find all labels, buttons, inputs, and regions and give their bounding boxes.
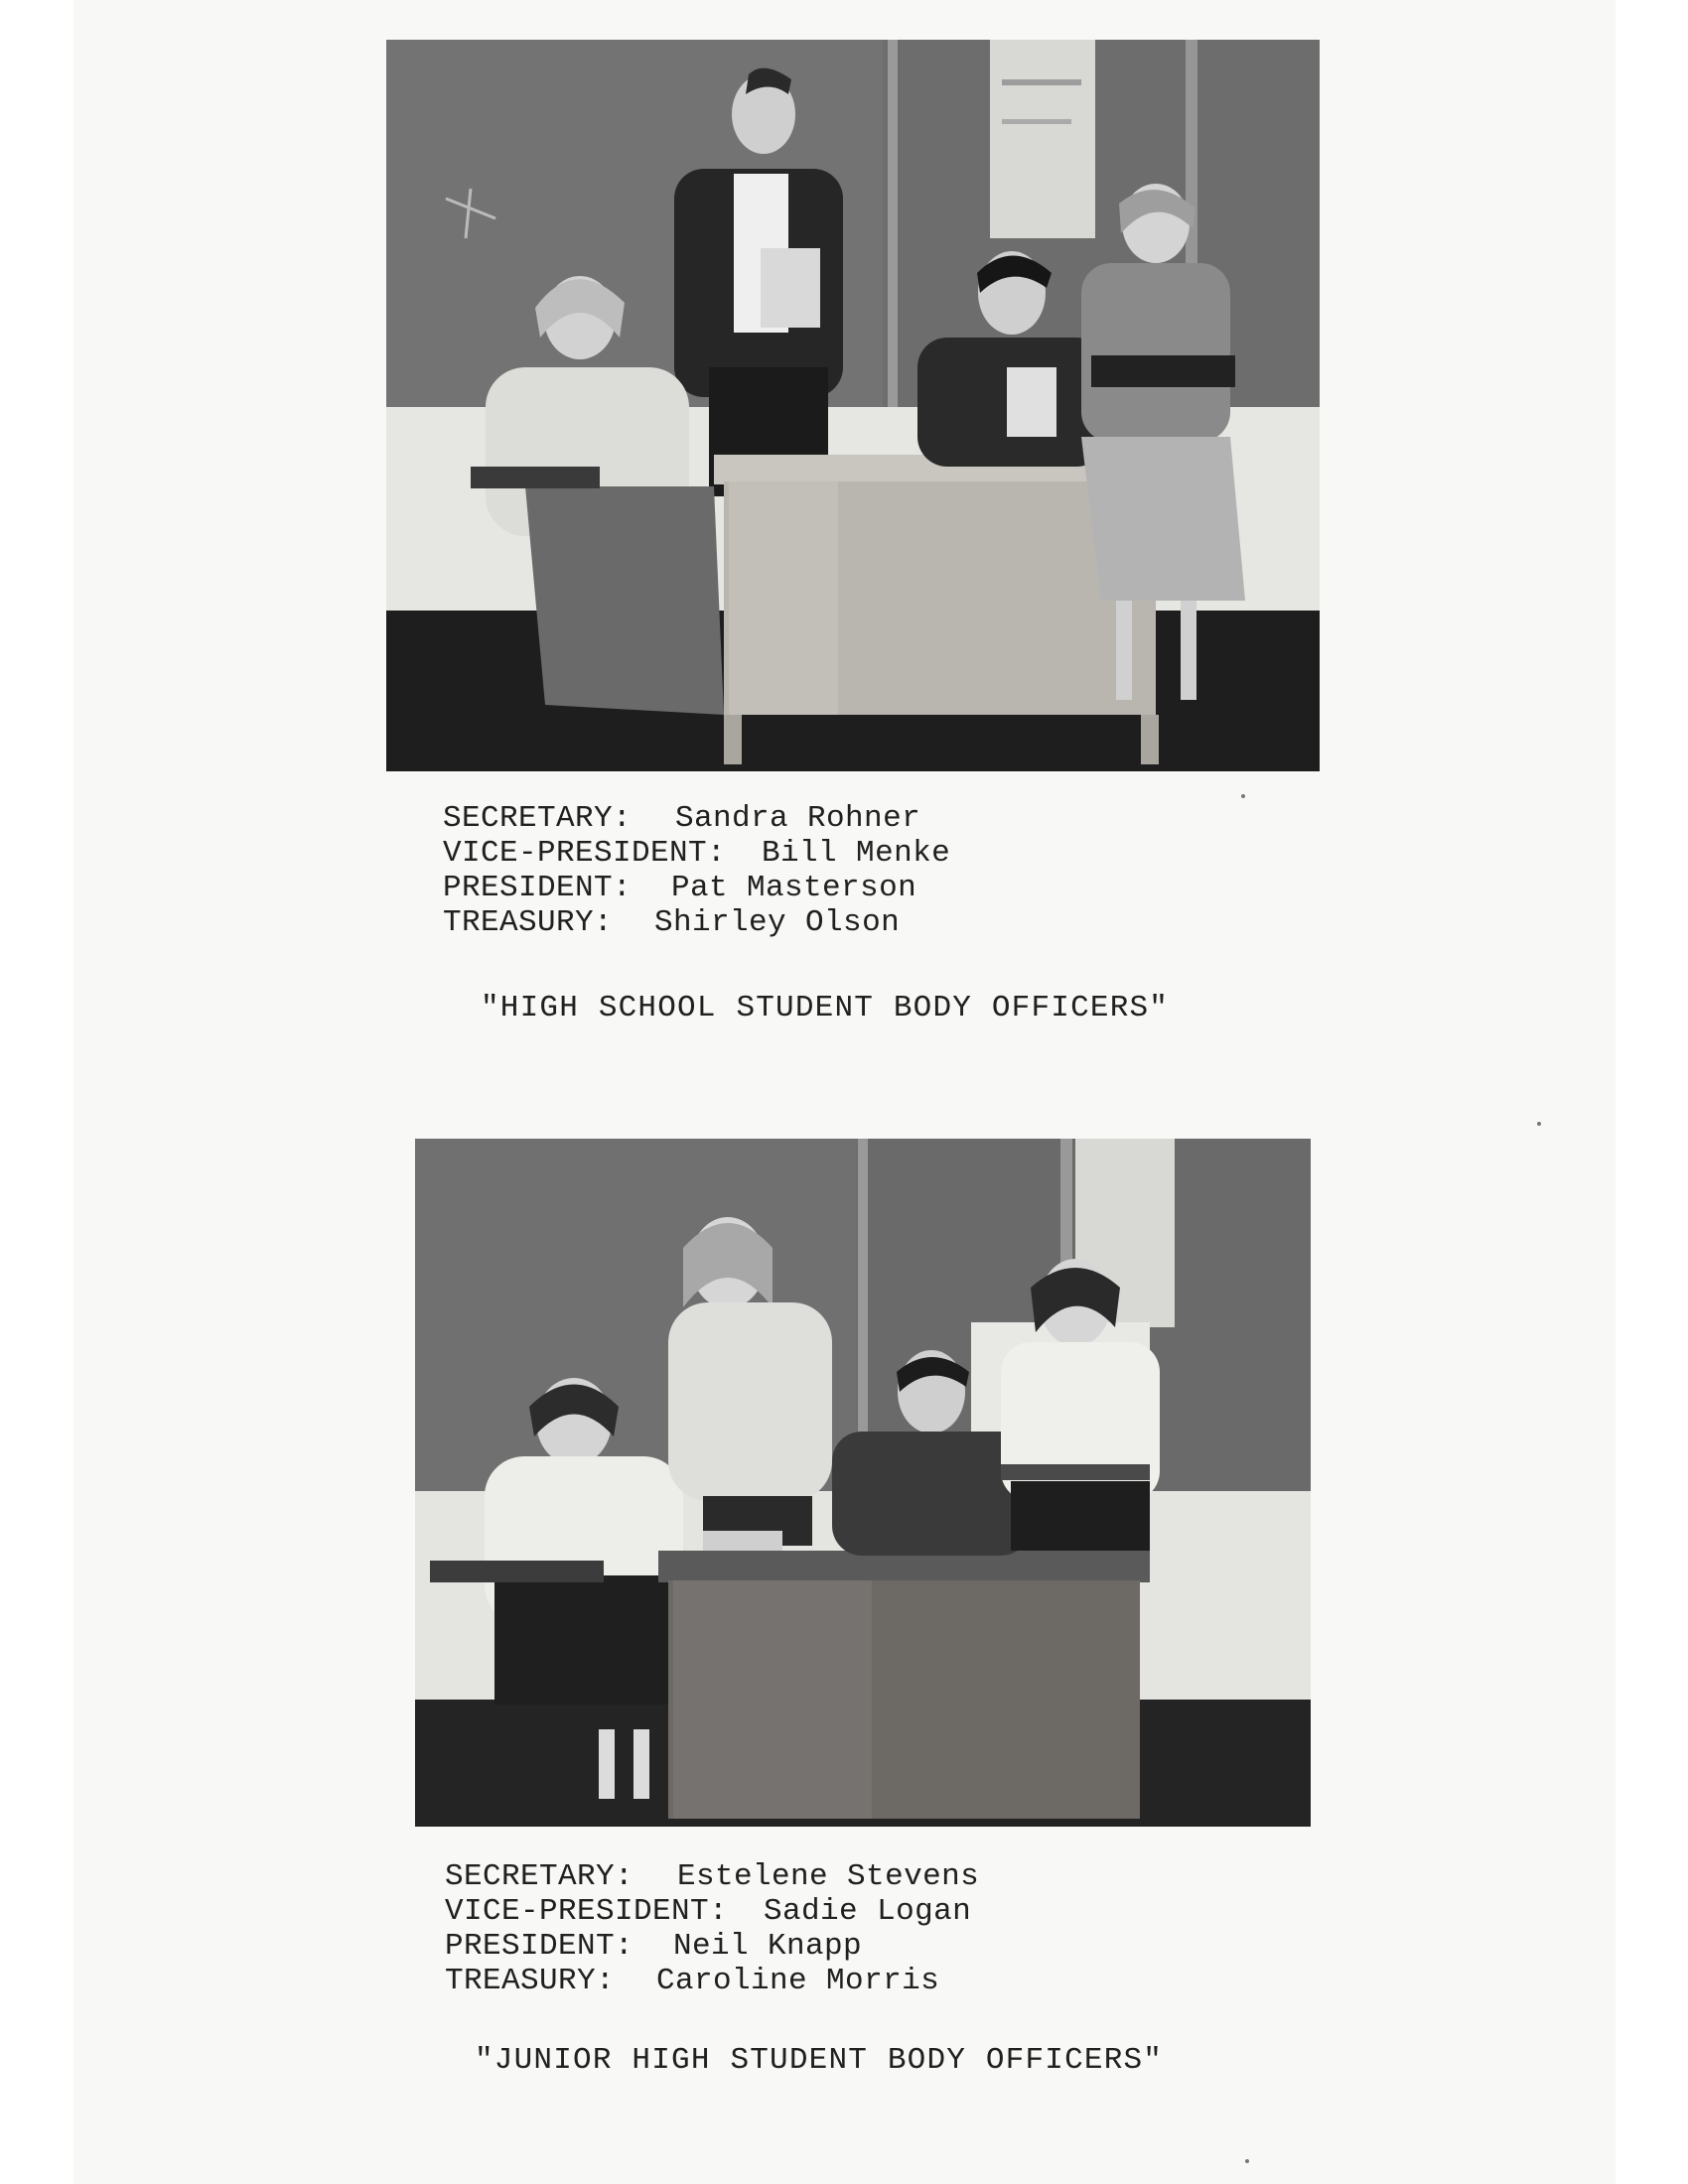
officer-role: VICE-PRESIDENT: [443,836,727,871]
officer-list-junior-high [445,1859,979,1998]
officer-name: Sadie Logan [764,1894,972,1929]
officer-name: Pat Masterson [671,871,917,905]
officer-role: PRESIDENT: [445,1929,634,1964]
photo-junior-high-illustration [415,1139,1311,1827]
photo-junior-high-officers [415,1139,1311,1827]
officer-row [443,905,950,940]
officer-row [443,801,950,836]
officer-row [443,836,950,871]
caption-junior-high: "JUNIOR HIGH STUDENT BODY OFFICERS" [475,2043,1164,2078]
caption-high-school: "HIGH SCHOOL STUDENT BODY OFFICERS" [481,991,1170,1025]
officer-row [445,1859,979,1894]
officer-name: Shirley Olson [654,905,901,940]
officer-role: PRESIDENT: [443,871,633,905]
officer-role: SECRETARY: [445,1859,634,1894]
officer-role: TREASURY: [443,905,614,940]
officer-role: TREASURY: [445,1964,616,1998]
officer-row [445,1964,979,1998]
officer-row [445,1894,979,1929]
scan-speck [1241,794,1245,798]
scan-speck [1245,2159,1249,2163]
officer-name: Neil Knapp [673,1929,863,1964]
officer-name: Estelene Stevens [677,1859,980,1894]
officer-list-high-school [443,801,950,940]
photo-high-school-illustration [386,40,1320,771]
officer-role: VICE-PRESIDENT: [445,1894,729,1929]
officer-row [443,871,950,905]
officer-role: SECRETARY: [443,801,633,836]
officer-row [445,1929,979,1964]
officer-name: Bill Menke [762,836,951,871]
officer-name: Sandra Rohner [675,801,921,836]
photo-high-school-officers [386,40,1320,771]
officer-name: Caroline Morris [656,1964,940,1998]
scan-speck [1537,1122,1541,1126]
